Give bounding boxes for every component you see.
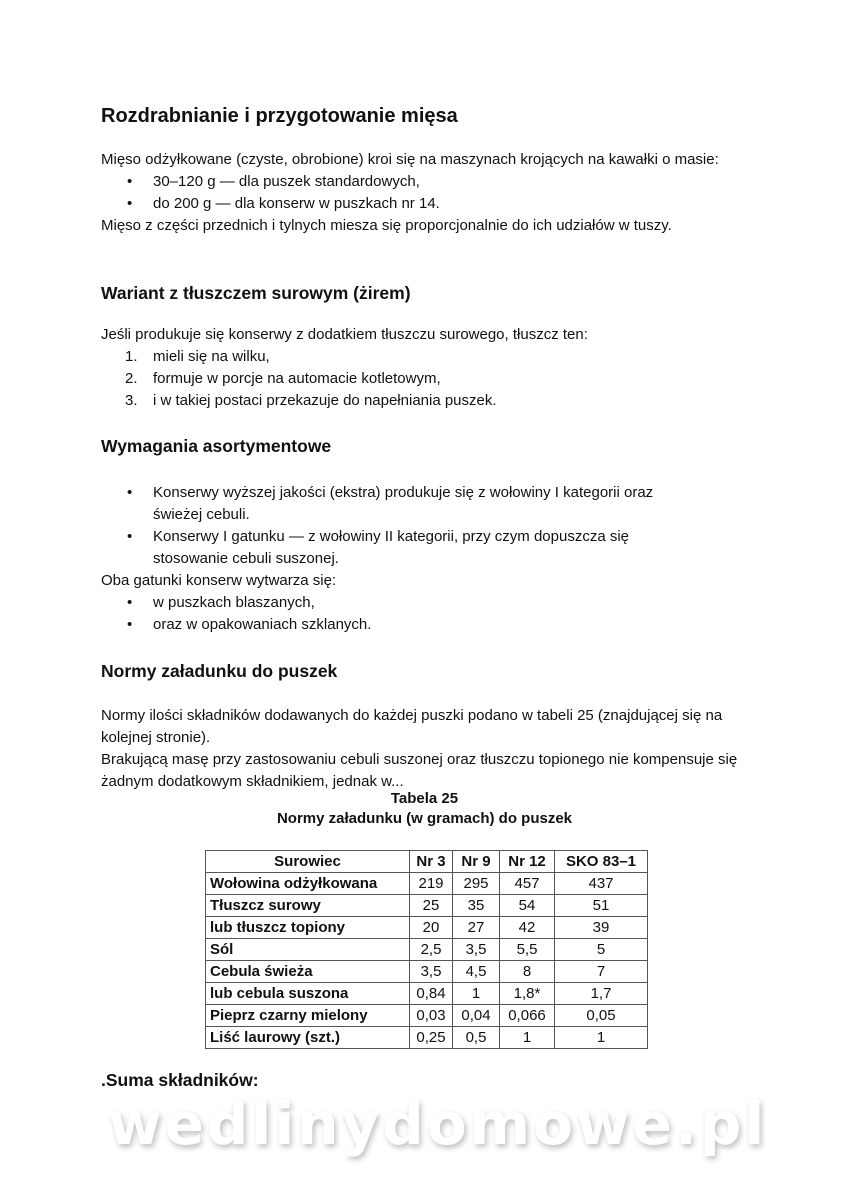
table-cell: 1 [453, 983, 500, 1005]
list-item: 1. mieli się na wilku, [125, 348, 270, 365]
table-cell: 3,5 [410, 961, 453, 983]
table-row [206, 1005, 648, 1027]
table-cell: 1 [500, 1027, 555, 1049]
row-label: Pieprz czarny mielony [206, 1005, 410, 1027]
paragraph: Brakującą masę przy zastosowaniu cebuli suszonej oraz tłuszczu topionego nie kompensuje się żadnym dodatkowym składnikiem, jednak w... [101, 751, 738, 790]
bullet-list [101, 482, 701, 570]
table-cell: 437 [555, 873, 648, 895]
table-cell: 54 [500, 895, 555, 917]
paragraph: Oba gatunki konserw wytwarza się: [101, 572, 337, 589]
table-row [206, 1027, 648, 1049]
table-cell: 20 [410, 917, 453, 939]
section-title-1: Rozdrabnianie i przygotowanie mięsa [101, 105, 458, 127]
table-header-row [206, 851, 648, 873]
table-cell: 219 [410, 873, 453, 895]
row-label: Tłuszcz surowy [206, 895, 410, 917]
list-item: 2. formuje w porcje na automacie kotletowym, [125, 370, 441, 387]
row-label: lub tłuszcz topiony [206, 917, 410, 939]
table-cell: 1,7 [555, 983, 648, 1005]
row-label: lub cebula suszona [206, 983, 410, 1005]
table-cell: 3,5 [453, 939, 500, 961]
column-header: Nr 3 [410, 851, 453, 873]
numbered-list [101, 346, 761, 412]
table-cell: 0,03 [410, 1005, 453, 1027]
paragraph: Mięso odżyłkowane (czyste, obrobione) kroi się na maszynach krojących na kawałki o masie: [101, 151, 719, 168]
table-row [206, 895, 648, 917]
table-cell: 1 [555, 1027, 648, 1049]
loading-norms-table [205, 850, 648, 1049]
table-cell: 295 [453, 873, 500, 895]
row-label: Liść laurowy (szt.) [206, 1027, 410, 1049]
list-item: • do 200 g — dla konserw w puszkach nr 14. [101, 193, 761, 215]
paragraph: Mięso z części przednich i tylnych miesza się proporcjonalnie do ich udziałów w tuszy. [101, 217, 672, 234]
table-cell: 0,84 [410, 983, 453, 1005]
table-cell: 0,05 [555, 1005, 648, 1027]
row-label: Cebula świeża [206, 961, 410, 983]
paragraph: Normy ilości składników dodawanych do każdej puszki podano w tabeli 25 (znajdującej się na kolejnej stronie). [101, 707, 723, 746]
table-cell: 35 [453, 895, 500, 917]
section-4-body [101, 705, 756, 793]
table-cell: 7 [555, 961, 648, 983]
summary-heading: .Suma składników: [101, 1070, 259, 1090]
table-row [206, 961, 648, 983]
table-cell: 4,5 [453, 961, 500, 983]
table-cell: 2,5 [410, 939, 453, 961]
table-row [206, 983, 648, 1005]
table-cell: 8 [500, 961, 555, 983]
table-cell: 1,8* [500, 983, 555, 1005]
list-item: • Konserwy I gatunku — z wołowiny II kategorii, przy czym dopuszcza się stosowanie cebuli suszonej. [101, 526, 701, 570]
section-1-body [101, 149, 761, 237]
bullet-list [101, 171, 761, 215]
list-item: • Konserwy wyższej jakości (ekstra) produkuje się z wołowiny I kategorii oraz świeżej cebuli. [101, 482, 701, 526]
table-cell: 5 [555, 939, 648, 961]
table-label: Tabela 25 [390, 790, 459, 807]
table-cell: 5,5 [500, 939, 555, 961]
column-header: Nr 9 [453, 851, 500, 873]
table-cell: 0,25 [410, 1027, 453, 1049]
section-title-3: Wymagania asortymentowe [101, 436, 332, 456]
paragraph: Jeśli produkuje się konserwy z dodatkiem tłuszczu surowego, tłuszcz ten: [101, 326, 588, 343]
table-row [206, 873, 648, 895]
table-cell: 25 [410, 895, 453, 917]
section-2-body [101, 324, 761, 412]
row-label: Sól [206, 939, 410, 961]
table-cell: 51 [555, 895, 648, 917]
list-item: • 30–120 g — dla puszek standardowych, [101, 171, 761, 193]
table-cell: 0,5 [453, 1027, 500, 1049]
table-cell: 0,066 [500, 1005, 555, 1027]
table-caption: Normy załadunku (w gramach) do puszek [276, 810, 573, 827]
section-title-4: Normy załadunku do puszek [101, 661, 338, 681]
bullet-list [101, 592, 701, 636]
list-item: • oraz w opakowaniach szklanych. [101, 614, 701, 636]
table-cell: 39 [555, 917, 648, 939]
column-header: Surowiec [206, 851, 410, 873]
watermark: wedlinydomowe.pl [108, 1090, 768, 1158]
section-3-body [101, 482, 701, 636]
table-cell: 457 [500, 873, 555, 895]
table-cell: 42 [500, 917, 555, 939]
table-row [206, 917, 648, 939]
column-header: Nr 12 [500, 851, 555, 873]
list-item: 3. i w takiej postaci przekazuje do napełniania puszek. [125, 392, 497, 409]
table-row [206, 939, 648, 961]
list-item: • w puszkach blaszanych, [101, 592, 701, 614]
table-cell: 27 [453, 917, 500, 939]
table-cell: 0,04 [453, 1005, 500, 1027]
section-title-2: Wariant z tłuszczem surowym (żirem) [101, 283, 411, 303]
row-label: Wołowina odżyłkowana [206, 873, 410, 895]
column-header: SKO 83–1 [555, 851, 648, 873]
